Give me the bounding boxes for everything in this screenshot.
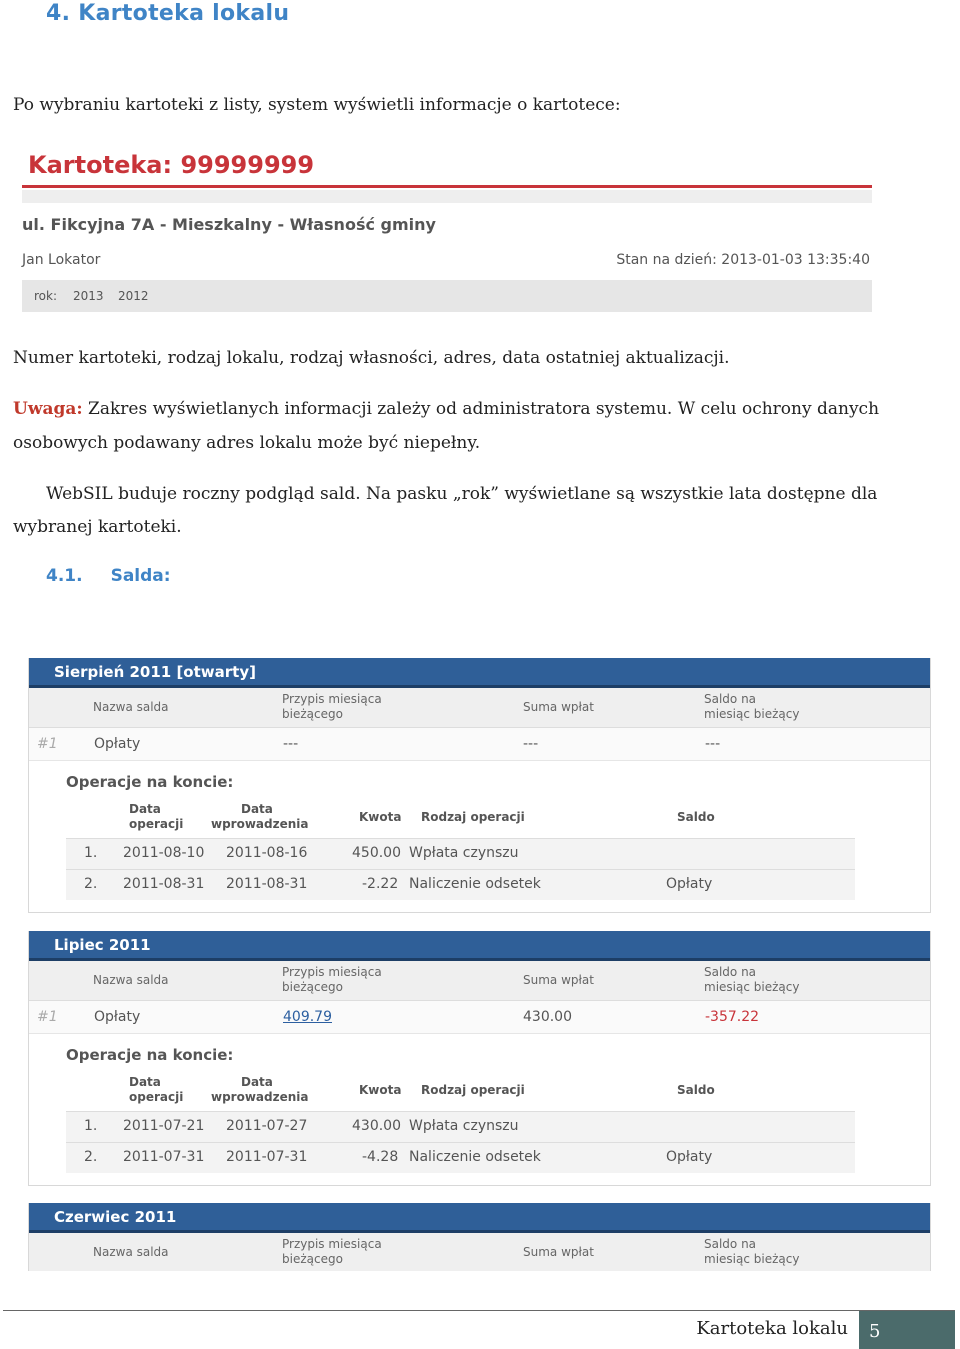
op-amount: 450.00: [352, 845, 401, 861]
subheading-number: 4.1.: [46, 566, 83, 586]
summary-row[interactable]: [29, 1001, 930, 1034]
year-2013[interactable]: 2013: [73, 289, 104, 303]
op-number: 1.: [84, 1118, 98, 1134]
desc-text: Numer kartoteki, rodzaj lokalu, rodzaj własności, adres, data ostatniej aktualizacji.: [13, 348, 730, 368]
op-date: 2011-08-10: [123, 845, 205, 861]
panel-title[interactable]: Lipiec 2011: [29, 931, 930, 961]
operation-row[interactable]: [66, 869, 855, 900]
kartoteka-owner: Jan Lokator: [22, 252, 101, 268]
col-data-op-1: Data: [129, 1075, 161, 1089]
col-saldo-1: Saldo na: [704, 692, 757, 706]
col-nazwa: Nazwa salda: [93, 1245, 169, 1259]
row-nazwa: Opłaty: [94, 736, 141, 752]
op-number: 2.: [84, 1149, 98, 1165]
warning-line2: osobowych podawany adres lokalu może być niepełny.: [13, 433, 481, 453]
saldo-panel-czerwiec: [28, 1203, 931, 1271]
page-number: 5: [859, 1311, 955, 1349]
col-nazwa: Nazwa salda: [93, 973, 169, 987]
col-saldo-2: miesiąc bieżący: [704, 1252, 800, 1266]
kartoteka-title: Kartoteka: 99999999: [28, 151, 315, 179]
saldo-panel-lipiec: [28, 931, 931, 1186]
col-suma: Suma wpłat: [523, 700, 594, 714]
col-suma: Suma wpłat: [523, 1245, 594, 1259]
row-index: #1: [37, 1009, 58, 1025]
operation-row[interactable]: [66, 1111, 855, 1142]
col-data-op-2: operacji: [129, 1090, 184, 1104]
col-saldo-2: miesiąc bieżący: [704, 707, 800, 721]
title-band: [22, 190, 872, 203]
col-rodzaj: Rodzaj operacji: [421, 1083, 525, 1097]
ops-header: [29, 796, 930, 838]
op-entry-date: 2011-08-16: [226, 845, 308, 861]
row-suma: ---: [523, 736, 539, 752]
row-przypis: ---: [283, 736, 299, 752]
op-entry-date: 2011-08-31: [226, 876, 308, 892]
col-data-wp-2: wprowadzenia: [211, 817, 309, 831]
op-number: 2.: [84, 876, 98, 892]
col-przypis-2: bieżącego: [282, 707, 343, 721]
kartoteka-stan: Stan na dzień: 2013-01-03 13:35:40: [616, 252, 870, 268]
col-saldo-1: Saldo na: [704, 965, 757, 979]
footer-title: Kartoteka lokalu: [696, 1318, 848, 1339]
summary-header: [29, 961, 930, 1001]
row-nazwa: Opłaty: [94, 1009, 141, 1025]
op-date: 2011-07-21: [123, 1118, 205, 1134]
col-przypis-2: bieżącego: [282, 1252, 343, 1266]
col-przypis-1: Przypis miesiąca: [282, 692, 382, 706]
subheading: [46, 566, 171, 586]
col-data-op-1: Data: [129, 802, 161, 816]
col-rodzaj: Rodzaj operacji: [421, 810, 525, 824]
saldo-panel-sierpien: [28, 658, 931, 913]
col-przypis-2: bieżącego: [282, 980, 343, 994]
title-rule: [22, 185, 872, 188]
ops-title: Operacje na koncie:: [66, 1046, 234, 1064]
op-number: 1.: [84, 845, 98, 861]
op-saldo: Opłaty: [666, 1149, 713, 1165]
panel-title[interactable]: Sierpień 2011 [otwarty]: [29, 658, 930, 688]
op-entry-date: 2011-07-27: [226, 1118, 308, 1134]
panel-title[interactable]: Czerwiec 2011: [29, 1203, 930, 1233]
op-entry-date: 2011-07-31: [226, 1149, 308, 1165]
rok-label: rok:: [34, 289, 58, 303]
warning-label: Uwaga:: [13, 399, 83, 419]
intro-text: Po wybraniu kartoteki z listy, system wyświetli informacje o kartotece:: [13, 95, 621, 115]
col-data-op-2: operacji: [129, 817, 184, 831]
col-saldo: Saldo: [677, 1083, 715, 1097]
col-nazwa: Nazwa salda: [93, 700, 169, 714]
row-index: #1: [37, 736, 58, 752]
col-przypis-1: Przypis miesiąca: [282, 1237, 382, 1251]
col-saldo: Saldo: [677, 810, 715, 824]
col-data-wp-1: Data: [241, 802, 273, 816]
para2-line1: WebSIL buduje roczny podgląd sald. Na pasku „rok” wyświetlane są wszystkie lata dostępne dla: [46, 484, 878, 504]
kartoteka-address: ul. Fikcyjna 7A - Mieszkalny - Własność gminy: [22, 215, 436, 234]
summary-header: [29, 1233, 930, 1271]
row-suma: 430.00: [523, 1009, 572, 1025]
para2-line2: wybranej kartoteki.: [13, 517, 182, 537]
col-suma: Suma wpłat: [523, 973, 594, 987]
op-amount: -2.22: [362, 876, 399, 892]
col-data-wp-1: Data: [241, 1075, 273, 1089]
summary-header: [29, 688, 930, 728]
year-bar: [22, 280, 872, 312]
op-type: Wpłata czynszu: [409, 845, 519, 861]
summary-row[interactable]: [29, 728, 930, 761]
op-amount: -4.28: [362, 1149, 399, 1165]
col-saldo-1: Saldo na: [704, 1237, 757, 1251]
row-saldo: -357.22: [705, 1009, 760, 1025]
col-przypis-1: Przypis miesiąca: [282, 965, 382, 979]
op-date: 2011-08-31: [123, 876, 205, 892]
operation-row[interactable]: [66, 838, 855, 869]
op-amount: 430.00: [352, 1118, 401, 1134]
year-2012[interactable]: 2012: [118, 289, 149, 303]
warning-line1: [13, 392, 879, 426]
op-type: Wpłata czynszu: [409, 1118, 519, 1134]
op-date: 2011-07-31: [123, 1149, 205, 1165]
ops-header: [29, 1069, 930, 1111]
col-kwota: Kwota: [359, 1083, 402, 1097]
warning-text: Zakres wyświetlanych informacji zależy od administratora systemu. W celu ochrony danych: [82, 399, 880, 419]
ops-title: Operacje na koncie:: [66, 773, 234, 791]
op-saldo: Opłaty: [666, 876, 713, 892]
section-heading: 4. Kartoteka lokalu: [46, 1, 290, 26]
col-kwota: Kwota: [359, 810, 402, 824]
row-saldo: ---: [705, 736, 721, 752]
col-saldo-2: miesiąc bieżący: [704, 980, 800, 994]
kartoteka-screenshot: [22, 147, 872, 312]
op-type: Naliczenie odsetek: [409, 1149, 541, 1165]
footer-rule: [3, 1310, 955, 1311]
subheading-title: Salda:: [110, 566, 171, 586]
row-przypis-link[interactable]: 409.79: [283, 1009, 332, 1025]
col-data-wp-2: wprowadzenia: [211, 1090, 309, 1104]
op-type: Naliczenie odsetek: [409, 876, 541, 892]
operation-row[interactable]: [66, 1142, 855, 1173]
